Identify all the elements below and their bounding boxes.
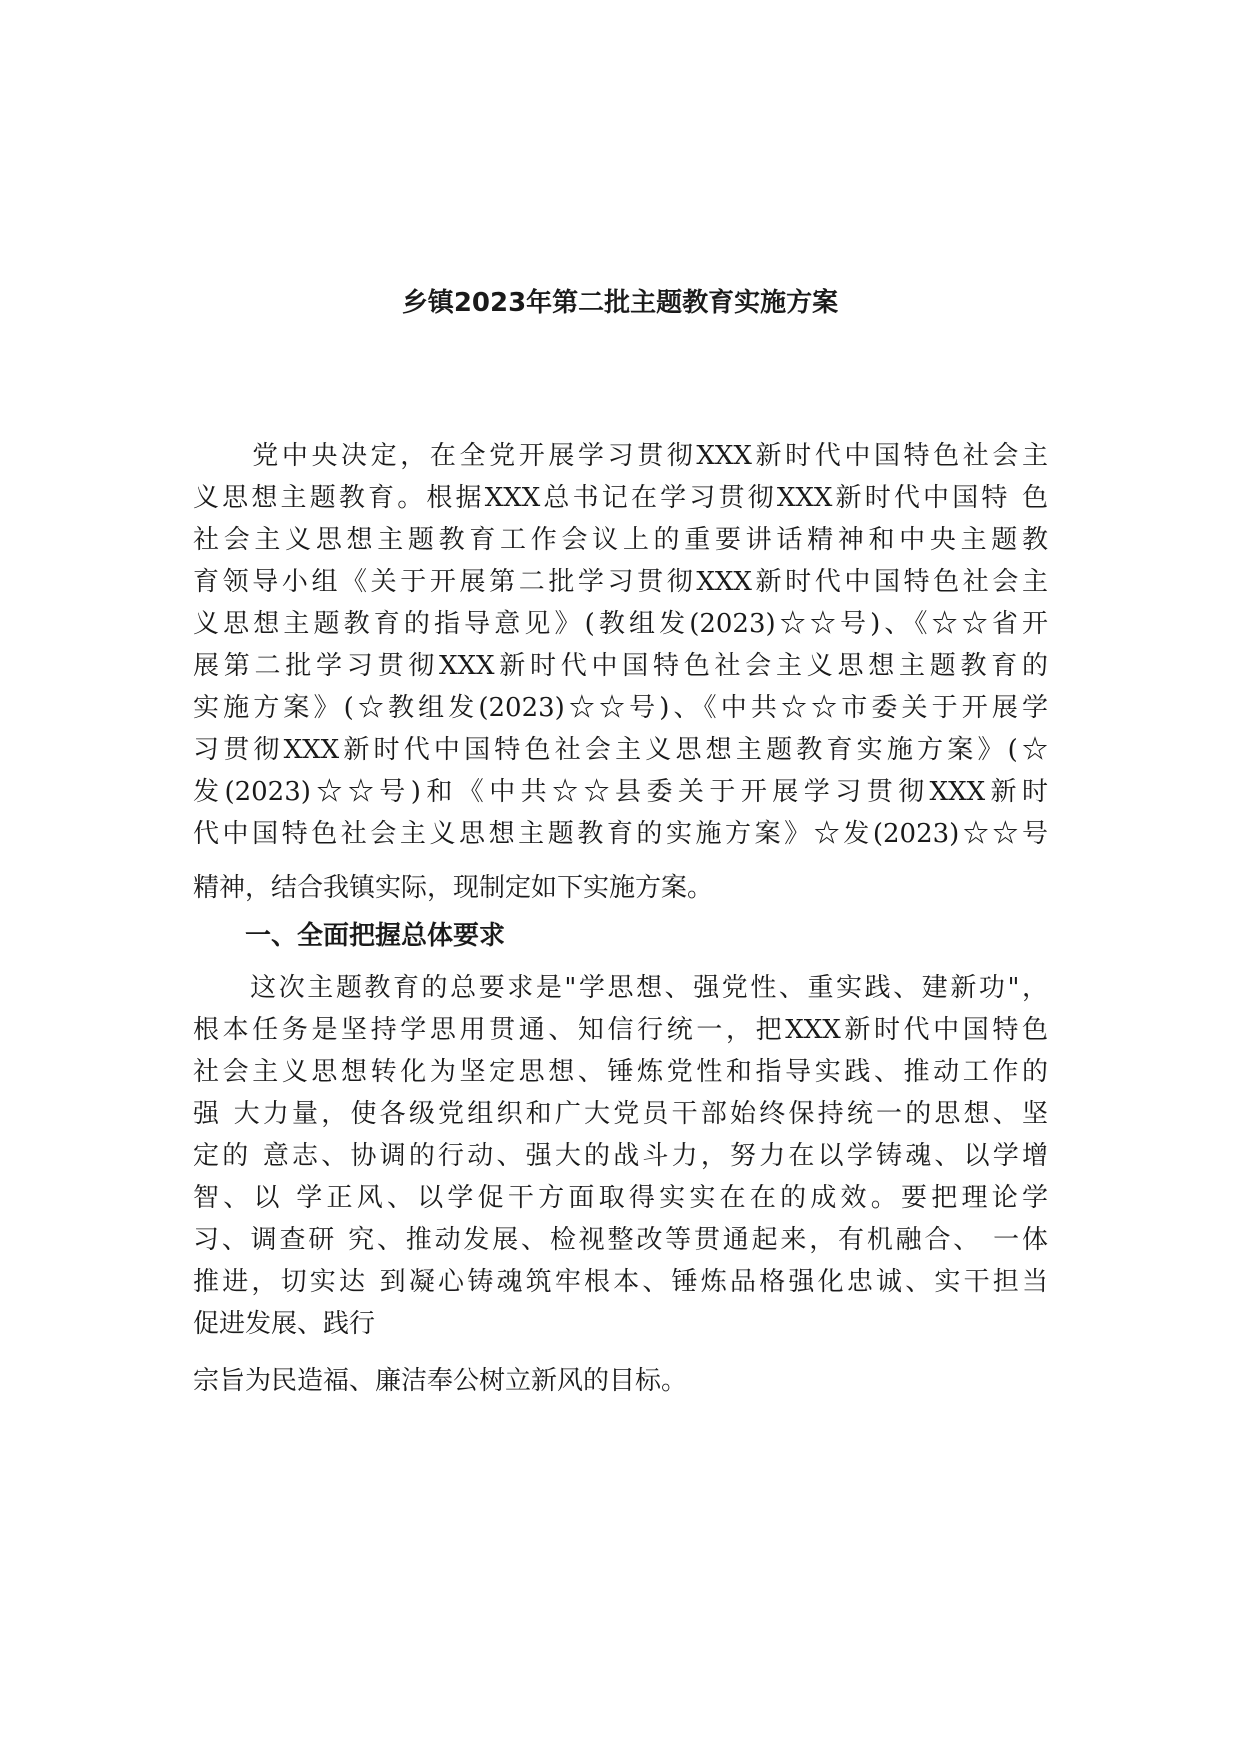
paragraph-line: 精神，结合我镇实际，现制定如下实施方案。 <box>193 873 714 903</box>
paragraph-line: 根本任务是坚持学思用贯通、知信行统一，把XXX新时代中国特色 <box>193 1015 1048 1045</box>
paragraph-line: 发(2023)☆☆号)和《中共☆☆县委关于开展学习贯彻XXX新时 <box>193 777 1048 807</box>
paragraph-line: 强 大力量，使各级党组织和广大党员干部始终保持统一的思想、坚 <box>193 1099 1048 1129</box>
document-title: 乡镇2023年第二批主题教育实施方案 <box>401 288 839 318</box>
paragraph-line: 宗旨为民造福、廉洁奉公树立新风的目标。 <box>193 1366 688 1396</box>
paragraph-line: 义思想主题教育的指导意见》(教组发(2023)☆☆号)、《☆☆省开 <box>193 609 1048 639</box>
paragraph-line: 义思想主题教育。根据XXX总书记在学习贯彻XXX新时代中国特 色 <box>193 483 1048 513</box>
paragraph-line: 促进发展、践行 <box>193 1309 376 1339</box>
paragraph-line: 习贯彻XXX新时代中国特色社会主义思想主题教育实施方案》(☆ <box>193 735 1048 765</box>
paragraph-line: 社会主义思想主题教育工作会议上的重要讲话精神和中央主题教 <box>193 525 1048 555</box>
paragraph-line: 党中央决定，在全党开展学习贯彻XXX新时代中国特色社会主 <box>193 441 1048 471</box>
section-heading: 一、全面把握总体要求 <box>245 921 506 951</box>
paragraph-line: 社会主义思想转化为坚定思想、锤炼党性和指导实践、推动工作的 <box>193 1057 1048 1087</box>
paragraph-line: 展第二批学习贯彻XXX新时代中国特色社会主义思想主题教育的 <box>193 651 1048 681</box>
paragraph-line: 实施方案》(☆教组发(2023)☆☆号)、《中共☆☆市委关于开展学 <box>193 693 1048 723</box>
paragraph-line: 育领导小组《关于开展第二批学习贯彻XXX新时代中国特色社会主 <box>193 567 1048 597</box>
paragraph-line: 智、以 学正风、以学促干方面取得实实在在的成效。要把理论学 <box>193 1183 1048 1213</box>
paragraph-line: 习、调查研 究、推动发展、检视整改等贯通起来，有机融合、 一体 <box>193 1225 1048 1255</box>
paragraph-line: 这次主题教育的总要求是"学思想、强党性、重实践、建新功"， <box>193 973 1048 1003</box>
paragraph-line: 定的 意志、协调的行动、强大的战斗力，努力在以学铸魂、以学增 <box>193 1141 1048 1171</box>
paragraph-line: 代中国特色社会主义思想主题教育的实施方案》☆发(2023)☆☆号 <box>193 819 1048 849</box>
paragraph-line: 推进，切实达 到凝心铸魂筑牢根本、锤炼品格强化忠诚、实干担当 <box>193 1267 1048 1297</box>
